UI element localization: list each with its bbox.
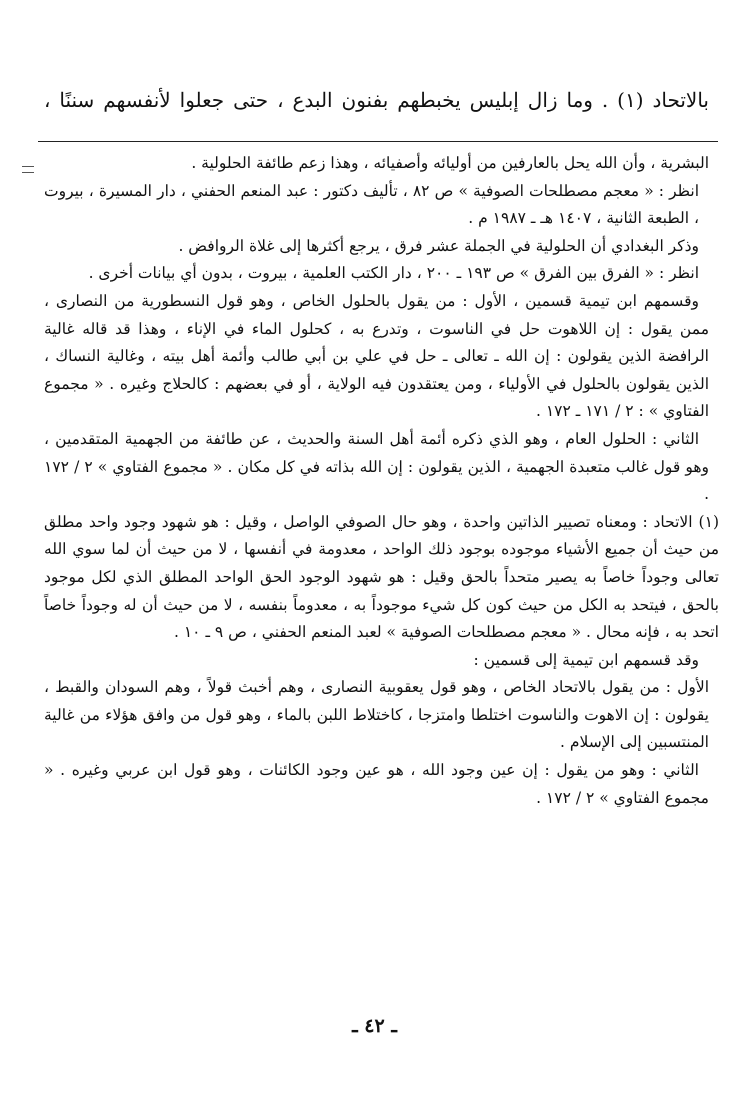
footnote-paragraph: وقد قسمهم ابن تيمية إلى قسمين : (473, 650, 699, 669)
page-number: ـ ٤٢ ـ (352, 1015, 397, 1037)
footnote-paragraph: الثاني : الحلول العام ، وهو الذي ذكره أئمة أهل السنة والحديث ، عن طائفة من الجهمية المتقدمين ، وهو قول غالب متعبدة الجهمية ، الذين يقولون : إن الله بذاته في كل مكان . « مجموع الفتاوي » ٢ / ١٧٢ . (44, 429, 709, 504)
margin-mark-icon (22, 166, 34, 173)
footnote-paragraph: انظر : « الفرق بين الفرق » ص ١٩٣ ـ ٢٠٠ ، دار الكتب العلمية ، بيروت ، بدون أي بيانات أخرى . (88, 264, 699, 283)
footnote-paragraph: وذكر البغدادي أن الحلولية في الجملة عشر فرق ، يرجع أكثرها إلى غلاة الروافض . (178, 236, 699, 255)
footnote-separator (38, 141, 718, 142)
footnote-paragraph: وقسمهم ابن تيمية قسمين ، الأول : من يقول بالحلول الخاص ، وهو قول النسطورية من النصارى ، ممن يقول : إن اللاهوت حل في الناسوت ، وتدرع به ، كحلول الماء في الإناء ، وهذا قد قاله غالية الرافضة الذين يقولون : إن الله ـ تعالى ـ حل في علي بن أبي طالب وأئمة أهل بيته ، وغالية النساك ، الذين يقولون بالحلول في الأولياء ، ومن يعتقدون فيه الولاية ، أو في بعضهم : كالحلاج وغيره . « مجموع الفتاوي » : ٢ / ١٧١ ـ ١٧٢ . (44, 291, 709, 421)
footnote-text: الاتحاد : ومعناه تصيير الذاتين واحدة ، وهو حال الصوفي الواصل ، وقيل : هو شهود وجود واحد مطلق من حيث أن جميع الأشياء موجوده بوجود ذلك الواحد ، معدومة في أنفسها ، لا من حيث أن لما سوي الله تعالى وجوداً خاصاً به يصير متحداً بالحق وقيل : هو شهود الوجود الحق الواحد المطلق الذي لكل موجود بالحق ، فيتحد به الكل من حيث كون كل شيء موجوداً به ، معدوماً بنفسه ، لا من حيث أن له وجوداً خاصاً اتحد به ، فإنه محال . « معجم مصطلحات الصوفية » لعبد المنعم الحفني ، ص ٩ ـ ١٠ . (44, 512, 719, 642)
footnote-paragraph: الأول : من يقول بالاتحاد الخاص ، وهو قول يعقوبية النصارى ، وهم أخبث قولاً ، وهم السودان والقبط ، يقولون : إن الاهوت والناسوت اختلطا وامتزجا ، كاختلاط اللبن بالماء ، وهو قول من وافق هؤلاء من غالية المنتسبين إلى الإسلام . (44, 678, 709, 752)
footnote-paragraph: الثاني : وهو من يقول : إن عين وجود الله ، هو عين وجود الكائنات ، وهو قول ابن عربي وغيره . « مجموع الفتاوي » ٢ / ١٧٢ . (44, 761, 709, 807)
main-text-line: بالاتحاد (١) . وما زال إبليس يخبطهم بفنون البدع ، حتى جعلوا لأنفسهم سننًا ، (44, 88, 709, 112)
footnote-paragraph: البشرية ، وأن الله يحل بالعارفين من أوليائه وأصفيائه ، وهذا زعم طائفة الحلولية . (191, 154, 709, 172)
footnotes (44, 150, 719, 812)
footnote-paragraph-marked (44, 509, 719, 647)
footnote-paragraph: انظر : « معجم مصطلحات الصوفية » ص ٨٢ ، تأليف دكتور : عبد المنعم الحفني ، دار المسيرة ، بيروت ، الطبعة الثانية ، ١٤٠٧ هـ ـ ١٩٨٧ م . (44, 181, 699, 228)
footnote-marker: (١) (698, 512, 719, 531)
